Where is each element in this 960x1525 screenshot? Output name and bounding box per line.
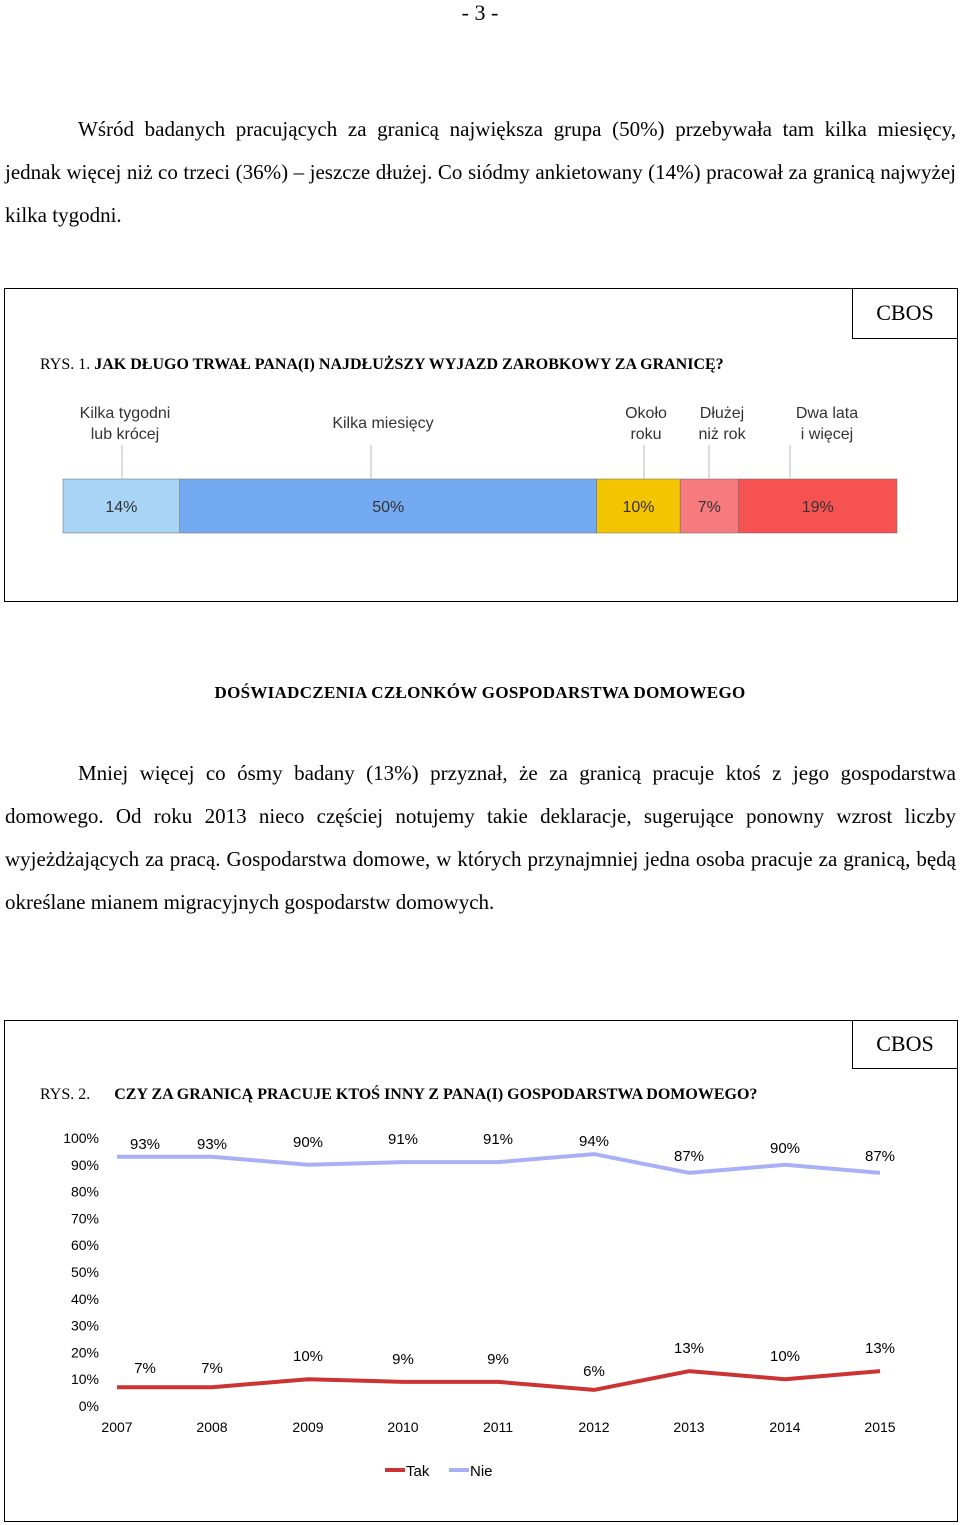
- figure-2-title: CZY ZA GRANICĄ PRACUJE KTOŚ INNY Z PANA(I) GOSPODARSTWA DOMOWEGO?: [114, 1086, 758, 1103]
- intro-text: Wśród badanych pracujących za granicą największa grupa (50%) przebywała tam kilka miesięcy, jednak więcej niż co trzeci (36%) – jeszcze dłużej. Co siódmy ankietowany (14%) pracował za granicą najwyżej kilka tygodni.: [5, 117, 956, 227]
- figure-1-source: CBOS: [852, 288, 957, 339]
- data-label: 87%: [673, 1147, 705, 1165]
- data-label: 9%: [487, 1350, 509, 1368]
- y-tick-label: 50%: [70, 1264, 99, 1280]
- figure-2-caption: [40, 1086, 757, 1104]
- category-label: roku: [630, 426, 662, 443]
- bar-value-label: 19%: [801, 499, 834, 516]
- data-label: 93%: [196, 1135, 228, 1153]
- x-tick-label: 2014: [769, 1419, 801, 1435]
- legend-label: Nie: [470, 1463, 493, 1480]
- section-text: Mniej więcej co ósmy badany (13%) przyznał, że za granicą pracuje ktoś z jego gospodarstwa domowego. Od roku 2013 nieco częściej notujemy takie deklaracje, sugerujące ponowny wzrost liczby wyjeżdżających za pracą. Gospodarstwa domowe, w których przynajmniej jedna osoba pracuje za granicą, będą określane mianem migracyjnych gospodarstw domowych.: [5, 761, 956, 914]
- y-tick-label: 10%: [70, 1371, 99, 1388]
- data-label: 7%: [134, 1360, 156, 1378]
- y-tick-label: 20%: [70, 1344, 99, 1361]
- bar-value-label: 14%: [105, 499, 138, 516]
- stacked-bar-chart: [0, 0, 960, 600]
- x-tick-label: 2013: [673, 1419, 705, 1435]
- data-label: 13%: [864, 1340, 896, 1358]
- category-label: Dłużej: [699, 405, 745, 422]
- data-label: 87%: [864, 1147, 896, 1165]
- bar-value-label: 7%: [697, 499, 721, 516]
- x-tick-label: 2010: [387, 1419, 419, 1435]
- figure-1-title: JAK DŁUGO TRWAŁ PANA(I) NAJDŁUŻSZY WYJAZD ZAROBKOWY ZA GRANICĘ?: [94, 356, 724, 373]
- category-label: Kilka tygodni: [79, 405, 171, 422]
- data-label: 94%: [578, 1133, 610, 1151]
- category-label: Kilka miesięcy: [332, 415, 434, 432]
- data-label: 10%: [292, 1348, 324, 1366]
- x-tick-label: 2009: [292, 1419, 324, 1435]
- data-label: 91%: [387, 1131, 419, 1149]
- y-tick-label: 30%: [70, 1317, 99, 1334]
- page-number: - 3 -: [461, 0, 499, 25]
- legend-label: Tak: [406, 1463, 430, 1480]
- y-tick-label: 70%: [70, 1210, 99, 1227]
- y-tick-label: 90%: [70, 1156, 99, 1173]
- y-tick-label: 100%: [63, 1130, 99, 1146]
- y-tick-label: 80%: [70, 1183, 99, 1200]
- data-label: 10%: [769, 1348, 801, 1366]
- data-label: 90%: [292, 1133, 324, 1151]
- category-label: Dwa lata: [795, 405, 859, 422]
- category-label: i więcej: [800, 426, 854, 443]
- data-label: 91%: [482, 1131, 514, 1149]
- data-label: 13%: [673, 1340, 705, 1358]
- bar-value-label: 10%: [622, 499, 655, 516]
- category-label: niż rok: [698, 426, 746, 443]
- section-paragraph: [5, 752, 956, 924]
- y-tick-label: 0%: [78, 1398, 99, 1414]
- data-label: 90%: [769, 1139, 801, 1157]
- data-label: 7%: [201, 1360, 223, 1378]
- y-tick-label: 60%: [70, 1237, 99, 1254]
- figure-2-label: RYS. 2.: [40, 1086, 91, 1103]
- x-tick-label: 2015: [864, 1419, 896, 1435]
- data-label: 93%: [129, 1135, 161, 1153]
- y-tick-label: 40%: [70, 1290, 99, 1307]
- category-label: Około: [625, 405, 667, 422]
- data-label: 6%: [583, 1362, 605, 1380]
- figure-2-source: CBOS: [852, 1020, 957, 1069]
- x-tick-label: 2012: [578, 1419, 610, 1435]
- category-label: lub krócej: [90, 426, 160, 443]
- x-tick-label: 2008: [196, 1419, 228, 1435]
- data-label: 9%: [392, 1350, 414, 1368]
- bar-value-label: 50%: [372, 499, 405, 516]
- x-tick-label: 2007: [101, 1419, 133, 1435]
- x-tick-label: 2011: [482, 1419, 514, 1435]
- section-heading: DOŚWIADCZENIA CZŁONKÓW GOSPODARSTWA DOMOWEGO: [214, 683, 746, 702]
- figure-1-label: RYS. 1.: [40, 356, 91, 373]
